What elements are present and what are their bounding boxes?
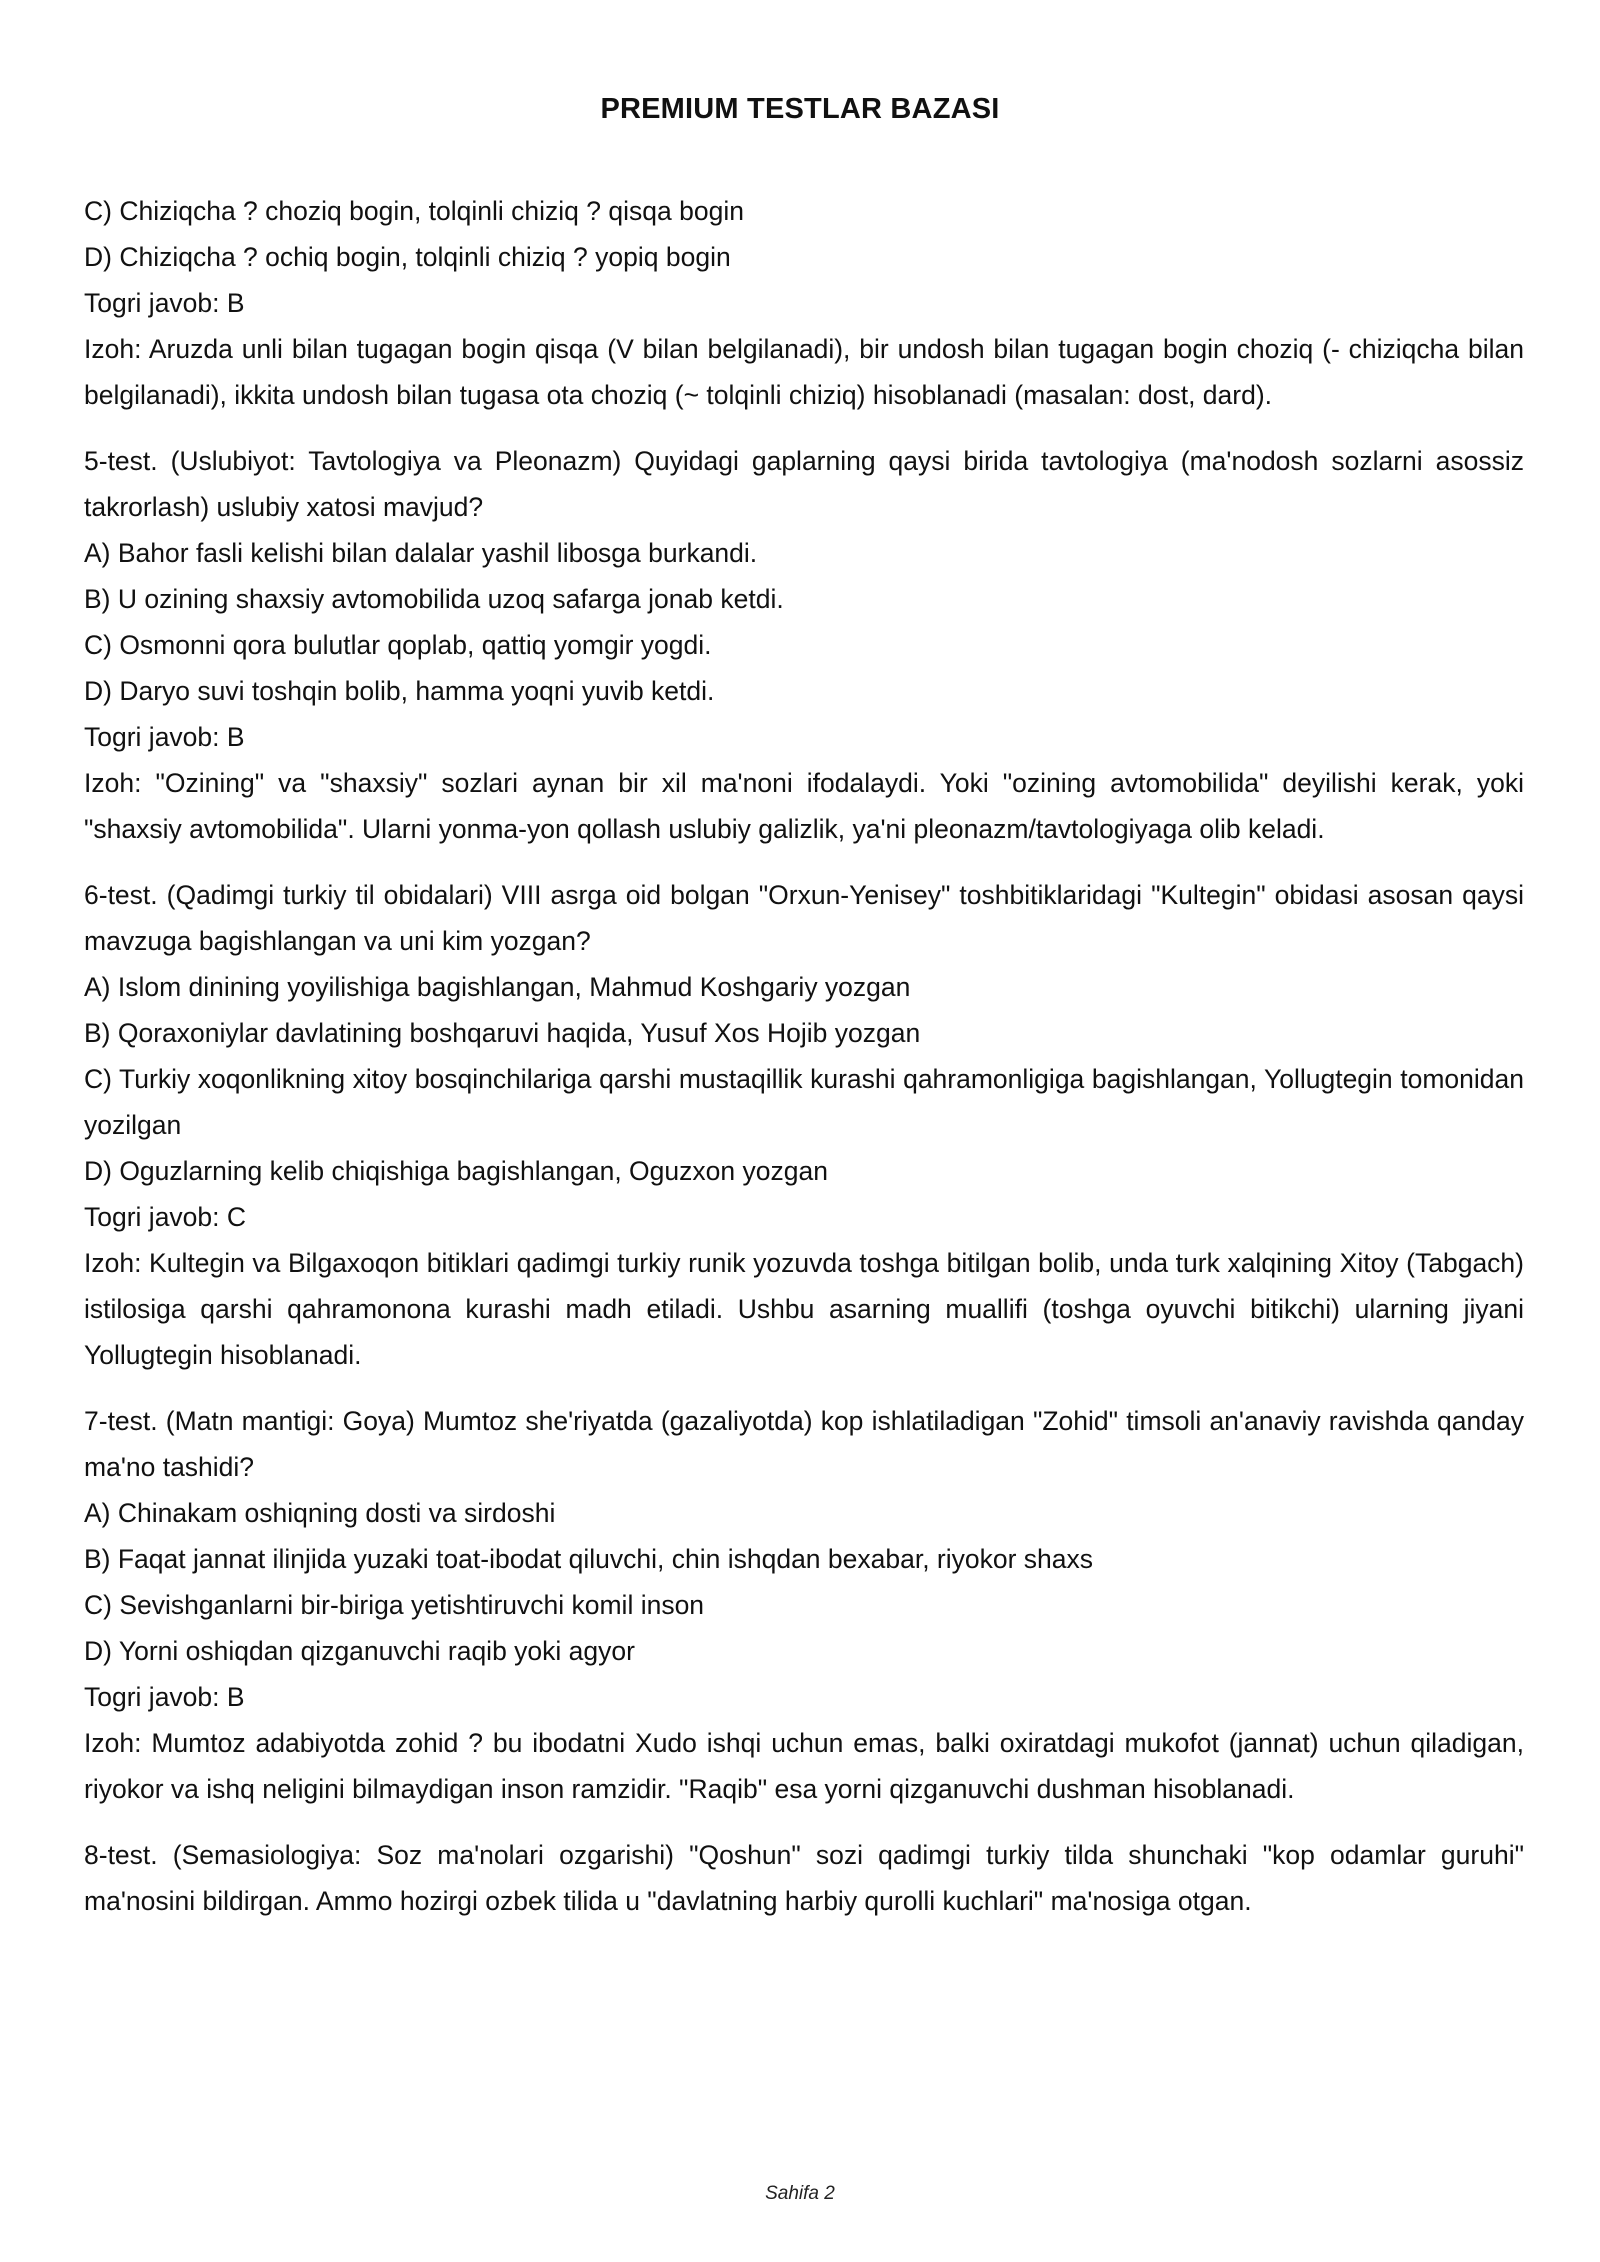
q6-answer: Togri javob: C — [84, 1202, 247, 1232]
q7-explanation: Izoh: Mumtoz adabiyotda zohid ? bu ibodatni Xudo ishqi uchun emas, balki oxiratdagi mukofot (jannat) uchun qiladigan, riyokor va ishq neligini bilmaydigan inson ramzidir. "Raqib" esa yorni qizganuvchi dushman hisoblanadi. — [84, 1728, 1524, 1804]
q4-option-d: D) Chiziqcha ? ochiq bogin, tolqinli chiziq ? yopiq bogin — [84, 242, 731, 272]
question-7 — [84, 1398, 1524, 1812]
q5-option-b: B) U ozining shaxsiy avtomobilida uzoq safarga jonab ketdi. — [84, 584, 784, 614]
q6-explanation: Izoh: Kultegin va Bilgaxoqon bitiklari qadimgi turkiy runik yozuvda toshga bitilgan bolib, unda turk xalqining Xitoy (Tabgach) istilosiga qarshi qahramonona kurashi madh etiladi. Ushbu asarning muallifi (toshga oyuvchi bitikchi) ularning jiyani Yollugtegin hisoblanadi. — [84, 1248, 1524, 1370]
q4-answer: Togri javob: B — [84, 288, 245, 318]
q6-option-c: C) Turkiy xoqonlikning xitoy bosqinchilariga qarshi mustaqillik kurashi qahramonligiga bagishlangan, Yollugtegin tomonidan yozilgan — [84, 1064, 1524, 1140]
q7-answer: Togri javob: B — [84, 1682, 245, 1712]
question-5 — [84, 438, 1524, 852]
q5-answer: Togri javob: B — [84, 722, 245, 752]
page-number: Sahifa 2 — [765, 2183, 835, 2204]
q5-option-c: C) Osmonni qora bulutlar qoplab, qattiq yomgir yogdi. — [84, 630, 712, 660]
q7-option-c: C) Sevishganlarni bir-biriga yetishtiruvchi komil inson — [84, 1590, 705, 1620]
q6-question: 6-test. (Qadimgi turkiy til obidalari) VIII asrga oid bolgan "Orxun-Yenisey" toshbitiklaridagi "Kultegin" obidasi asosan qaysi mavzuga bagishlangan va uni kim yozgan? — [84, 880, 1524, 956]
q8-question: 8-test. (Semasiologiya: Soz ma'nolari ozgarishi) "Qoshun" sozi qadimgi turkiy tilda shunchaki "kop odamlar guruhi" ma'nosini bildirgan. Ammo hozirgi ozbek tilida u "davlatning harbiy qurolli kuchlari" ma'nosiga otgan. — [84, 1840, 1524, 1916]
q6-option-a: A) Islom dinining yoyilishiga bagishlangan, Mahmud Koshgariy yozgan — [84, 972, 911, 1002]
page-title: PREMIUM TESTLAR BAZASI — [600, 93, 1000, 125]
question-8 — [84, 1832, 1524, 1924]
q7-option-a: A) Chinakam oshiqning dosti va sirdoshi — [84, 1498, 556, 1528]
q4-option-c: C) Chiziqcha ? choziq bogin, tolqinli chiziq ? qisqa bogin — [84, 196, 744, 226]
page-content — [84, 188, 1524, 1924]
q7-option-d: D) Yorni oshiqdan qizganuvchi raqib yoki agyor — [84, 1636, 635, 1666]
q7-question: 7-test. (Matn mantigi: Goya) Mumtoz she'riyatda (gazaliyotda) kop ishlatiladigan "Zohid" timsoli an'anaviy ravishda qanday ma'no tashidi? — [84, 1406, 1524, 1482]
question-6 — [84, 872, 1524, 1378]
q5-option-a: A) Bahor fasli kelishi bilan dalalar yashil libosga burkandi. — [84, 538, 758, 568]
q6-option-b: B) Qoraxoniylar davlatining boshqaruvi haqida, Yusuf Xos Hojib yozgan — [84, 1018, 921, 1048]
q5-explanation: Izoh: "Ozining" va "shaxsiy" sozlari aynan bir xil ma'noni ifodalaydi. Yoki "ozining avtomobilida" deyilishi kerak, yoki "shaxsiy avtomobilida". Ularni yonma-yon qollash uslubiy galizlik, ya'ni pleonazm/tavtologiyaga olib keladi. — [84, 768, 1524, 844]
q5-option-d: D) Daryo suvi toshqin bolib, hamma yoqni yuvib ketdi. — [84, 676, 715, 706]
q7-option-b: B) Faqat jannat ilinjida yuzaki toat-ibodat qiluvchi, chin ishqdan bexabar, riyokor shaxs — [84, 1544, 1094, 1574]
q6-option-d: D) Oguzlarning kelib chiqishiga bagishlangan, Oguzxon yozgan — [84, 1156, 828, 1186]
q4-explanation: Izoh: Aruzda unli bilan tugagan bogin qisqa (V bilan belgilanadi), bir undosh bilan tugagan bogin choziq (- chiziqcha bilan belgilanadi), ikkita undosh bilan tugasa ota choziq (~ tolqinli chiziq) hisoblanadi (masalan: dost, dard). — [84, 334, 1524, 410]
q5-question: 5-test. (Uslubiyot: Tavtologiya va Pleonazm) Quyidagi gaplarning qaysi birida tavtologiya (ma'nodosh sozlarni asossiz takrorlash) uslubiy xatosi mavjud? — [84, 446, 1524, 522]
question-4-tail — [84, 188, 1524, 418]
